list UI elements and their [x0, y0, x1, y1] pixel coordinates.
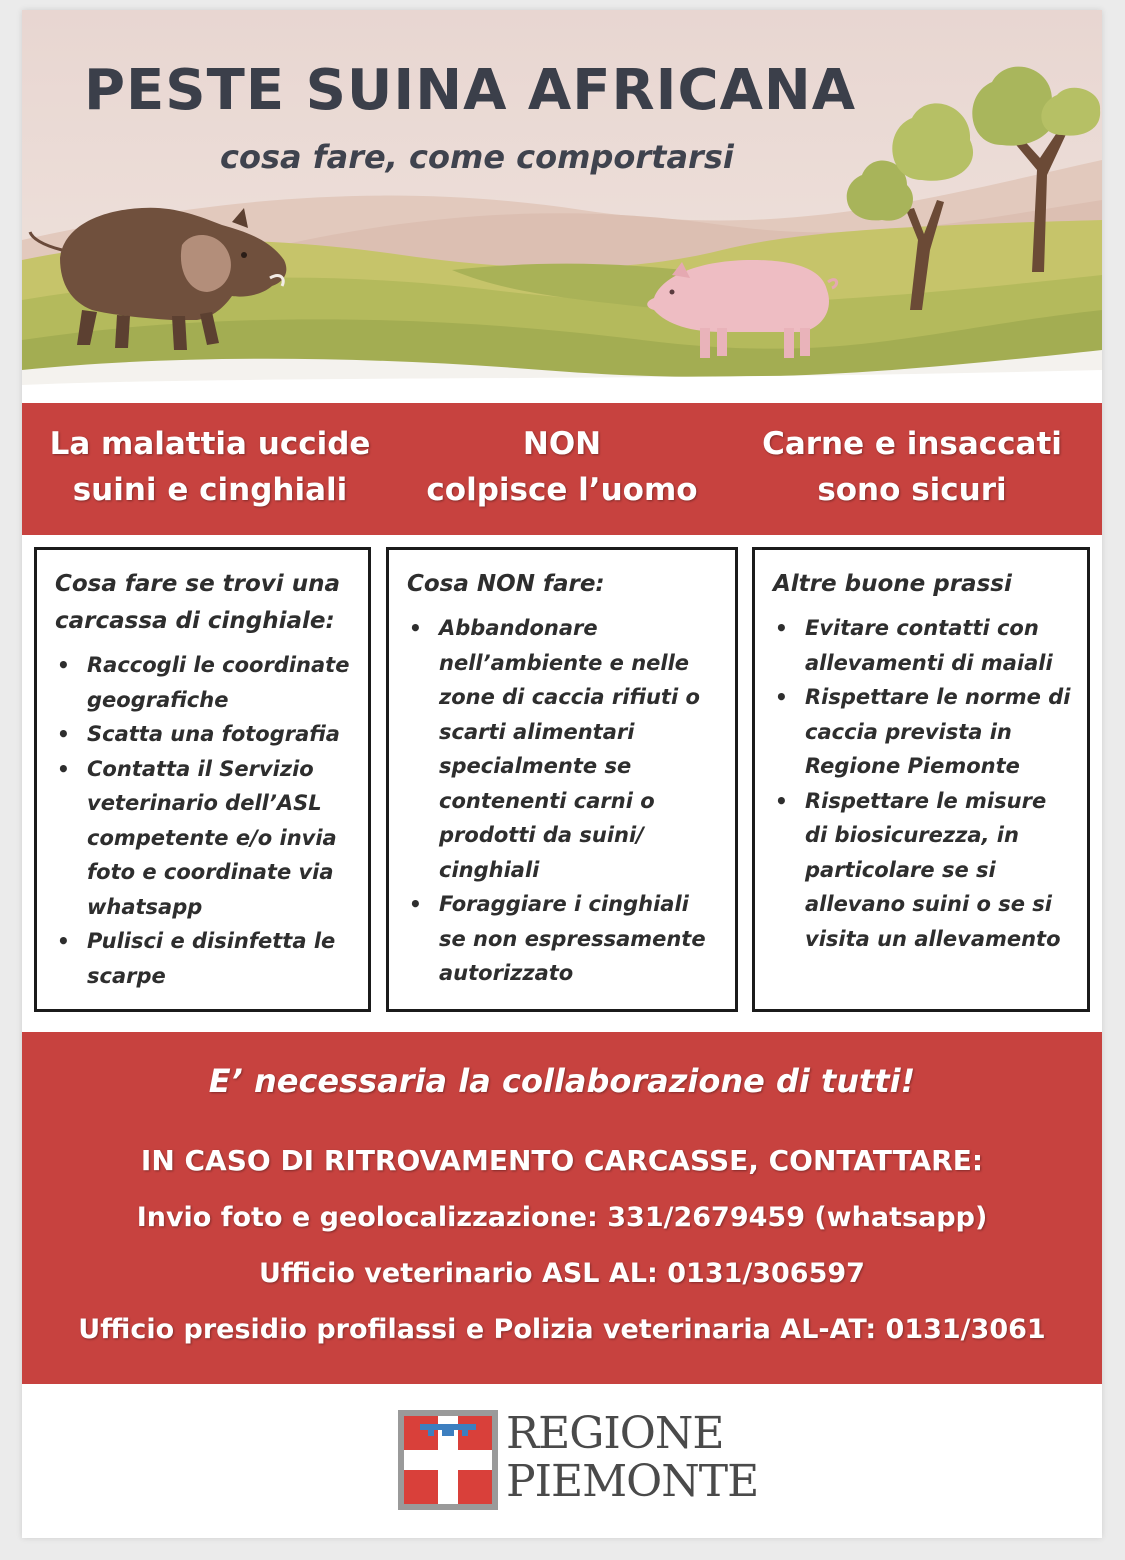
- key-message-line: Carne e insaccati: [762, 426, 1062, 462]
- logo-line: REGIONE: [506, 1408, 724, 1459]
- contact-veterinary-police: Ufficio presidio profilassi e Polizia veterinaria AL-AT: 0131/3061: [78, 1314, 1046, 1345]
- list-item: • Scatta una fotografia: [87, 717, 354, 752]
- list-item: • Rispettare le misure di biosicurezza, in particolare se si allevano suini o se si visita un allevamento: [805, 784, 1073, 957]
- list-item: • Contatta il Servizio veterinario dell’ASL competente e/o invia foto e coordinate via whatsapp: [87, 752, 354, 925]
- poster-title: PESTE SUINA AFRICANA: [84, 58, 857, 123]
- hero-illustration: [22, 10, 1102, 403]
- contacts-band: [22, 1032, 1102, 1384]
- key-messages-band: [22, 403, 1102, 535]
- box-title: Cosa NON fare:: [407, 571, 605, 597]
- list-item: • Raccogli le coordinate geografiche: [87, 648, 354, 717]
- box-what-not-to-do: [386, 547, 738, 1012]
- regione-piemonte-emblem-icon: [398, 1410, 498, 1510]
- key-message-line: La malattia uccide: [49, 426, 371, 462]
- collaboration-message: E’ necessaria la collaborazione di tutti!: [208, 1062, 916, 1100]
- box-title: Cosa fare se trovi una carcassa di cinghiale:: [55, 571, 340, 634]
- box-title: Altre buone prassi: [773, 571, 1012, 597]
- contact-heading: IN CASO DI RITROVAMENTO CARCASSE, CONTATTARE:: [140, 1144, 984, 1177]
- box-good-practices: [752, 547, 1090, 1012]
- contact-whatsapp: Invio foto e geolocalizzazione: 331/2679459 (whatsapp): [136, 1202, 988, 1233]
- list-item: • Evitare contatti con allevamenti di maiali: [805, 611, 1073, 680]
- key-message-line: colpisce l’uomo: [426, 472, 698, 508]
- poster-subtitle: cosa fare, come comportarsi: [220, 138, 734, 176]
- regione-piemonte-logo: [398, 1408, 759, 1514]
- list-item: • Abbandonare nell’ambiente e nelle zone di caccia rifiuti o scarti alimentari specialmente se contenenti carni o prodotti da suini/ cinghiali: [439, 611, 721, 887]
- contact-asl-office: Ufficio veterinario ASL AL: 0131/306597: [259, 1258, 865, 1289]
- poster: [22, 10, 1102, 1538]
- key-message-line: suini e cinghiali: [72, 472, 348, 508]
- key-message-disease: [30, 421, 390, 513]
- key-message-humans: [382, 421, 742, 513]
- box-what-to-do: [34, 547, 371, 1012]
- list-item: • Foraggiare i cinghiali se non espressamente autorizzato: [439, 887, 721, 991]
- box-list: [55, 648, 354, 993]
- logo-wordmark: [506, 1410, 758, 1506]
- list-item: • Pulisci e disinfetta le scarpe: [87, 924, 354, 993]
- box-list: [407, 611, 721, 991]
- key-message-line: NON: [522, 426, 602, 462]
- key-message-line: sono sicuri: [817, 472, 1007, 508]
- list-item: • Rispettare le norme di caccia prevista in Regione Piemonte: [805, 680, 1073, 784]
- logo-line: PIEMONTE: [506, 1456, 759, 1507]
- box-list: [773, 611, 1073, 956]
- key-message-meat: [732, 421, 1092, 513]
